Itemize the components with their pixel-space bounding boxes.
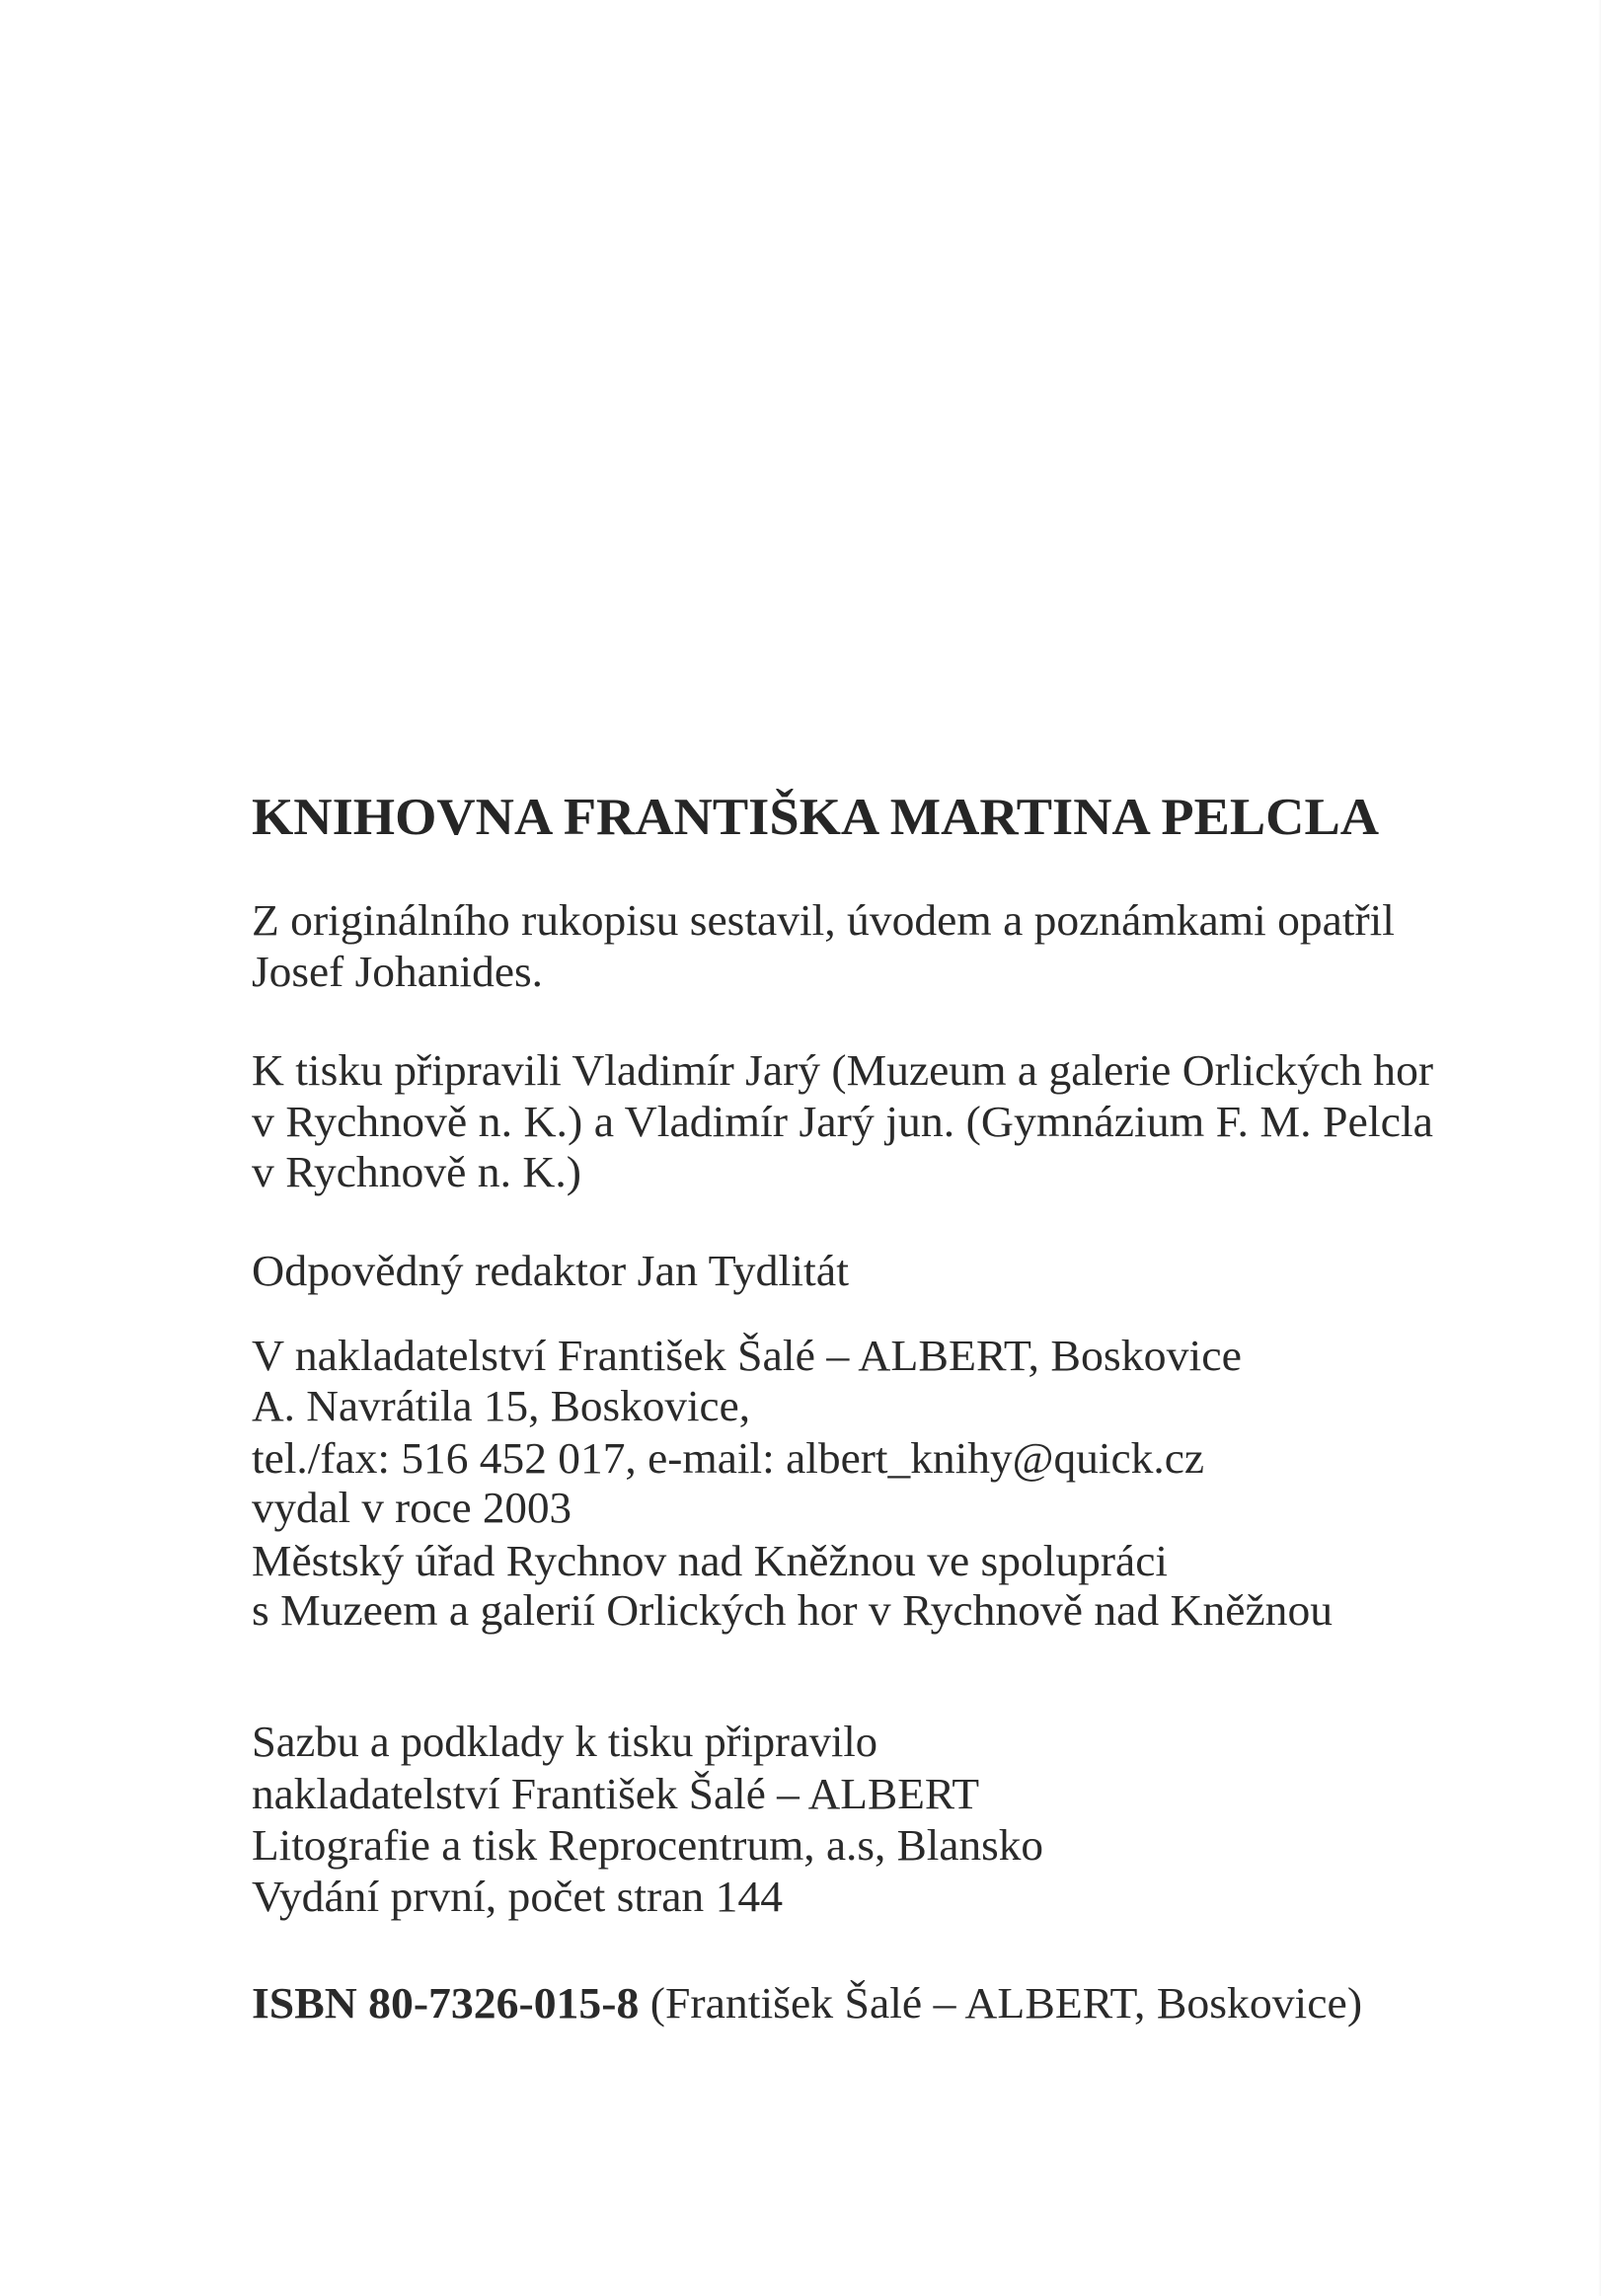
compiler-line-1: Z originálního rukopisu sestavil, úvodem a poznámkami opatřil	[252, 896, 1395, 945]
isbn-publisher: (František Šalé – ALBERT, Boskovice)	[649, 1979, 1363, 2028]
publisher-contact: tel./fax: 516 452 017, e-mail: albert_knihy@quick.cz	[252, 1434, 1205, 1483]
prepared-by-line-2: v Rychnově n. K.) a Vladimír Jarý jun. (Gymnázium F. M. Pelcla	[252, 1098, 1433, 1146]
prepared-by-line-1: K tisku připravili Vladimír Jarý (Muzeum a galerie Orlických hor	[252, 1046, 1434, 1095]
typesetting-line: Sazbu a podklady k tisku připravilo	[252, 1718, 877, 1766]
edition-line: Vydání první, počet stran 144	[252, 1873, 783, 1921]
prepared-by-line-3: v Rychnově n. K.)	[252, 1148, 581, 1196]
publication-year: vydal v roce 2003	[252, 1484, 572, 1532]
publisher-line: V nakladatelství František Šalé – ALBERT, Boskovice	[252, 1332, 1242, 1380]
responsible-editor: Odpovědný redaktor Jan Tydlitát	[252, 1247, 849, 1295]
isbn-line	[252, 1979, 1363, 2028]
printing-line: Litografie a tisk Reprocentrum, a.s, Blansko	[252, 1821, 1043, 1870]
compiler-line-2: Josef Johanides.	[252, 948, 544, 996]
cooperation-line-2: s Muzeem a galerií Orlických hor v Rychnově nad Kněžnou	[252, 1586, 1334, 1635]
publisher-address: A. Navrátila 15, Boskovice,	[252, 1382, 751, 1430]
isbn-number: ISBN 80-7326-015-8	[252, 1979, 640, 2028]
cooperation-line-1: Městský úřad Rychnov nad Kněžnou ve spolupráci	[252, 1537, 1169, 1585]
book-title: KNIHOVNA FRANTIŠKA MARTINA PELCLA	[252, 789, 1380, 846]
typesetter-line: nakladatelství František Šalé – ALBERT	[252, 1770, 980, 1818]
